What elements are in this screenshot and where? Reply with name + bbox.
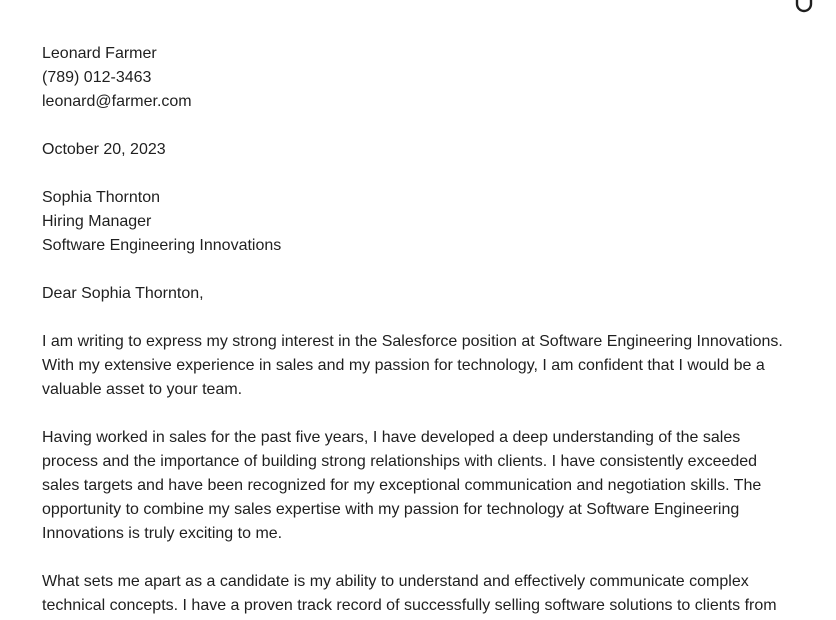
cover-letter xyxy=(42,42,802,620)
sender-phone: (789) 012-3463 xyxy=(42,69,152,86)
attachment-icon[interactable] xyxy=(794,0,814,16)
body-paragraph: What sets me apart as a candidate is my ability to understand and effectively communicate complex technical concepts. I have a proven track record of successfully selling software solutions to clients from xyxy=(42,573,777,614)
recipient-block xyxy=(42,186,802,258)
recipient-name: Sophia Thornton xyxy=(42,189,161,206)
salutation: Dear Sophia Thornton, xyxy=(42,285,204,302)
recipient-title: Hiring Manager xyxy=(42,213,152,230)
sender-name: Leonard Farmer xyxy=(42,45,157,62)
body-paragraph: I am writing to express my strong interest in the Salesforce position at Software Engineering Innovations. With my extensive experience in sales and my passion for technology, I am confident that I would be a valuable asset to your team. xyxy=(42,333,783,398)
sender-block xyxy=(42,42,802,114)
letter-date: October 20, 2023 xyxy=(42,141,166,158)
sender-email: leonard@farmer.com xyxy=(42,93,192,110)
body-paragraph: Having worked in sales for the past five years, I have developed a deep understanding of the sales process and the importance of building strong relationships with clients. I have consistently exceeded sales targets and have been recognized for my exceptional communication and negotiation skills. The opportunity to combine my sales expertise with my passion for technology at Software Engineering Innovations is truly exciting to me. xyxy=(42,429,762,542)
recipient-company: Software Engineering Innovations xyxy=(42,237,282,254)
